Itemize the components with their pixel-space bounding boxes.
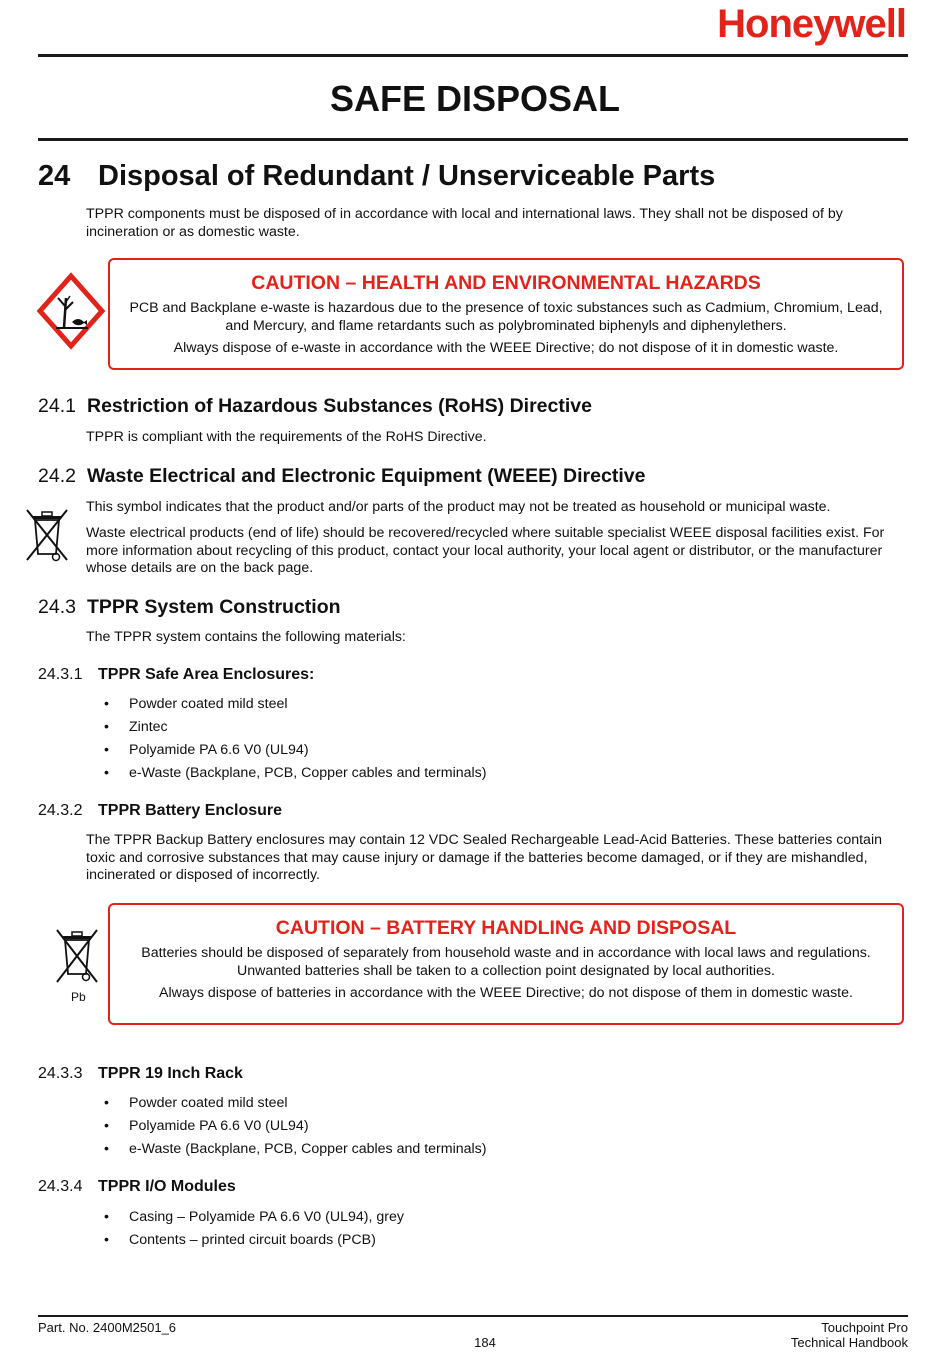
footer-part-number: Part. No. 2400M2501_6 (38, 1320, 177, 1335)
crossed-bin-icon (22, 504, 72, 564)
section-24-heading (38, 160, 715, 193)
list-item-text: Casing – Polyamide PA 6.6 V0 (UL94), grey (129, 1209, 404, 1225)
section-24-2-text-1: This symbol indicates that the product and/or parts of the product may not be treated as household or municipal waste. (86, 499, 831, 515)
section-title: Restriction of Hazardous Substances (RoHS) Directive (87, 395, 592, 417)
list-item-text: Powder coated mild steel (129, 1095, 288, 1111)
section-title: Waste Electrical and Electronic Equipment (WEEE) Directive (87, 465, 646, 487)
caution-text: PCB and Backplane e-waste is hazardous due to the presence of toxic substances such as Cadmium, Chromium, Lead, and Mercury, and flame retardants such as polybrominated biphenyls and diphenylethers. (129, 300, 883, 334)
section-title: TPPR 19 Inch Rack (98, 1065, 243, 1082)
bullet: • (104, 765, 109, 781)
list-item (104, 1095, 288, 1111)
list-item (104, 742, 309, 758)
caution-text: Always dispose of e-waste in accordance with the WEEE Directive; do not dispose of it in domestic waste. (173, 340, 839, 356)
bullet: • (104, 742, 109, 758)
section-24-1-text: TPPR is compliant with the requirements of the RoHS Directive. (86, 429, 487, 445)
caution-text: Always dispose of batteries in accordance with the WEEE Directive; do not dispose of them in domestic waste. (159, 985, 853, 1001)
section-24-3-1-heading (38, 666, 314, 684)
section-title: TPPR Battery Enclosure (98, 802, 283, 819)
section-number: 24.3.1 (38, 666, 83, 683)
list-item (104, 1141, 486, 1157)
bullet: • (104, 1095, 109, 1111)
section-title: TPPR System Construction (87, 596, 341, 618)
section-24-3-4-heading (38, 1178, 236, 1196)
section-title: TPPR I/O Modules (98, 1178, 236, 1195)
section-24-1-heading (38, 395, 592, 418)
section-24-3-2-heading (38, 802, 282, 820)
caution-battery-box (108, 903, 904, 1025)
list-item-text: Polyamide PA 6.6 V0 (UL94) (129, 742, 309, 758)
section-24-3-2-text: The TPPR Backup Battery enclosures may contain 12 VDC Sealed Rechargeable Lead-Acid Batteries. These batteries contain toxic and corrosive substances that may cause injury or damage if the batteries become damaged, or if they are mishandled, incinerated or disposed of incorrectly. (86, 832, 882, 883)
bullet: • (104, 1232, 109, 1248)
honeywell-logo: Honeywell (717, 2, 906, 46)
header-rule (38, 54, 908, 57)
bullet: • (104, 696, 109, 712)
caution-title: CAUTION – BATTERY HANDLING AND DISPOSAL (275, 917, 737, 939)
list-item-text: Polyamide PA 6.6 V0 (UL94) (129, 1118, 309, 1134)
section-title: Disposal of Redundant / Unserviceable Parts (98, 160, 716, 192)
list-item (104, 765, 486, 781)
list-item (104, 1209, 404, 1225)
section-number: 24 (38, 160, 71, 192)
footer-page-number: 184 (474, 1335, 496, 1350)
section-number: 24.2 (38, 465, 76, 487)
pb-label: Pb (71, 990, 86, 1004)
list-item-text: e-Waste (Backplane, PCB, Copper cables and terminals) (129, 765, 487, 781)
bullet: • (104, 719, 109, 735)
list-item-text: Powder coated mild steel (129, 696, 288, 712)
bullet: • (104, 1118, 109, 1134)
section-24-intro: TPPR components must be disposed of in accordance with local and international laws. They shall not be disposed of by incineration or as domestic waste. (86, 206, 843, 240)
list-item-text: Zintec (129, 719, 168, 735)
footer-rule (38, 1315, 908, 1317)
section-24-3-3-heading (38, 1065, 243, 1083)
section-24-2-heading (38, 465, 645, 488)
footer-product: Touchpoint Pro (821, 1320, 908, 1335)
bullet: • (104, 1141, 109, 1157)
caution-text: Batteries should be disposed of separately from household waste and in accordance with local laws and regulations. Unwanted batteries shall be taken to a collection point designated by local authorities. (141, 945, 871, 979)
section-24-2-text-2: Waste electrical products (end of life) should be recovered/recycled where suitable specialist WEEE disposal facilities exist. For more information about recycling of this product, contact your local authority, your local agent or distributor, or the manufacturer whose details are on the back page. (86, 525, 885, 576)
section-24-3-text: The TPPR system contains the following materials: (86, 629, 406, 645)
footer-doc-title: Technical Handbook (790, 1335, 908, 1350)
bullet: • (104, 1209, 109, 1225)
title-rule (38, 138, 908, 141)
environmental-hazard-icon (36, 272, 106, 350)
section-24-3-heading (38, 596, 341, 619)
section-number: 24.3.3 (38, 1065, 83, 1082)
list-item-text: Contents – printed circuit boards (PCB) (129, 1232, 376, 1248)
list-item-text: e-Waste (Backplane, PCB, Copper cables and terminals) (129, 1141, 487, 1157)
list-item (104, 1232, 376, 1248)
caution-health-box (108, 258, 904, 370)
list-item (104, 696, 288, 712)
list-item (104, 719, 168, 735)
page-title: SAFE DISPOSAL (329, 78, 621, 119)
section-number: 24.3 (38, 596, 76, 618)
section-number: 24.3.4 (38, 1178, 83, 1195)
list-item (104, 1118, 309, 1134)
caution-title: CAUTION – HEALTH AND ENVIRONMENTAL HAZARDS (251, 272, 761, 294)
section-number: 24.1 (38, 395, 76, 417)
section-title: TPPR Safe Area Enclosures: (98, 666, 315, 683)
section-number: 24.3.2 (38, 802, 83, 819)
